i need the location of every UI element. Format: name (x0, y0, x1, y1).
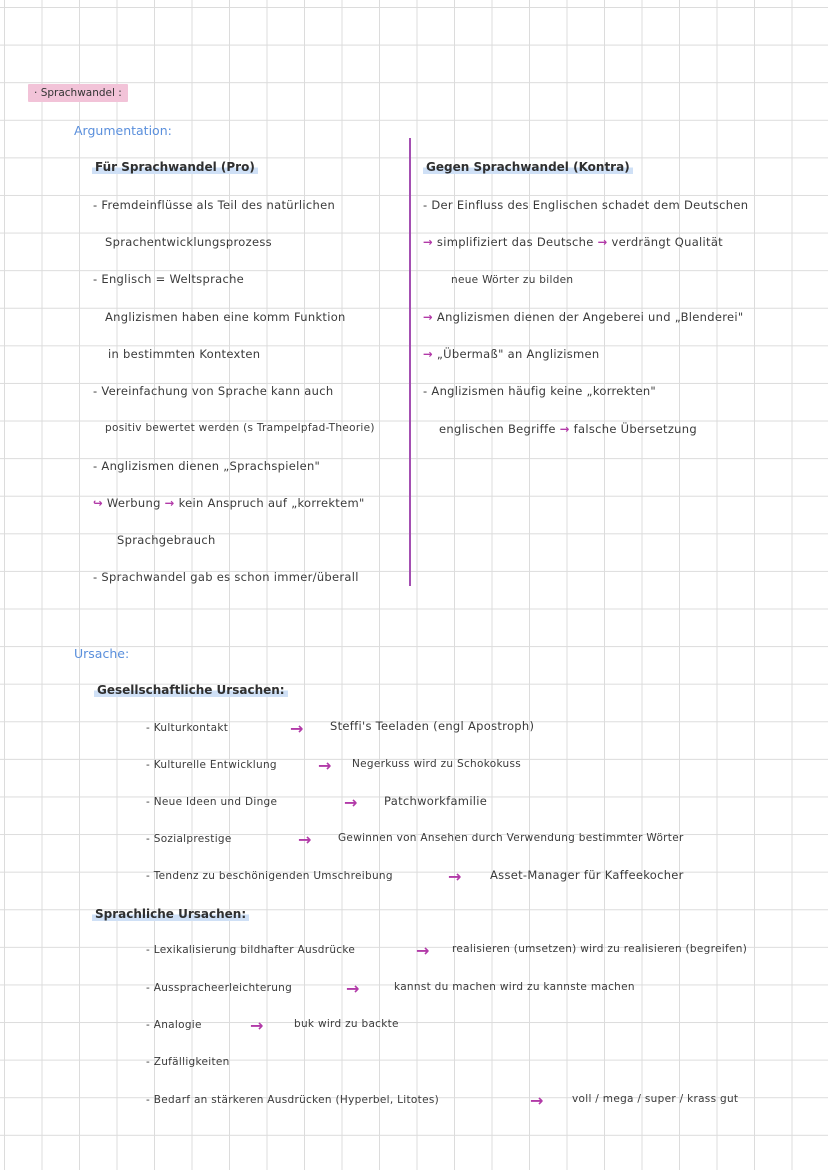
arrow-right-icon: → (250, 1016, 264, 1035)
contra-line: simplifiziert das Deutsche (436, 235, 594, 249)
pro-line: - Englisch = Weltsprache (93, 272, 245, 286)
contra-line: englischen Begriffe (439, 422, 556, 436)
contra-heading: Gegen Sprachwandel (Kontra) (423, 160, 633, 174)
cause-text: - Lexikalisierung bildhafter Ausdrücke (146, 944, 356, 956)
arrow-right-icon: → (346, 979, 360, 998)
cause-text: - Bedarf an stärkeren Ausdrücken (Hyperbel, Litotes) (146, 1094, 440, 1106)
contra-line-uebermass (423, 347, 599, 361)
pro-line: in bestimmten Kontexten (108, 347, 261, 361)
contra-line: verdrängt Qualität (611, 235, 723, 249)
pro-line: Werbung (106, 496, 161, 510)
arrow-right-icon: → (423, 310, 433, 324)
pro-werbung-line (93, 496, 365, 510)
arrow-right-icon: → (416, 941, 430, 960)
arrow-right-icon: → (559, 422, 570, 436)
contra-line: - Anglizismen häufig keine „korrekten" (423, 384, 656, 398)
arrow-right-icon: → (423, 235, 433, 249)
example-text: Gewinnen von Ansehen durch Verwendung bestimmter Wörter (338, 832, 684, 844)
pro-line: kein Anspruch auf „korrektem" (178, 496, 365, 510)
example-text: buk wird zu backte (294, 1018, 399, 1030)
example-text: Negerkuss wird zu Schokokuss (352, 758, 521, 770)
arrow-right-icon: → (164, 496, 175, 510)
pro-line: - Sprachwandel gab es schon immer/überall (93, 570, 359, 584)
contra-line: falsche Übersetzung (573, 422, 697, 436)
contra-line-simplifiziert (423, 235, 723, 249)
example-text: Patchworkfamilie (384, 794, 488, 808)
example-text: Steffi's Teeladen (engl Apostroph) (330, 719, 535, 733)
sprachliche-ursachen-heading: Sprachliche Ursachen: (92, 907, 249, 921)
contra-line: neue Wörter zu bilden (451, 274, 574, 286)
contra-line-uebersetzung (439, 422, 697, 436)
page-title-text: Sprachwandel (40, 87, 115, 99)
example-text: voll / mega / super / krass gut (572, 1093, 739, 1105)
contra-line: - Der Einfluss des Englischen schadet dem Deutschen (423, 198, 749, 212)
arrow-right-icon: → (344, 793, 358, 812)
pro-line: positiv bewertet werden (s Trampelpfad-Theorie) (105, 422, 375, 434)
pro-line: Sprachentwicklungsprozess (105, 235, 272, 249)
pro-line: Sprachgebrauch (117, 533, 216, 547)
cause-text: - Kulturelle Entwicklung (146, 759, 277, 771)
pro-heading: Für Sprachwandel (Pro) (92, 160, 258, 174)
pro-line: - Fremdeinflüsse als Teil des natürlichen (93, 198, 336, 212)
cause-text: - Tendenz zu beschönigenden Umschreibung (146, 870, 393, 882)
pro-line: - Vereinfachung von Sprache kann auch (93, 384, 334, 398)
arrow-right-icon: → (423, 347, 433, 361)
arrow-right-icon: → (318, 756, 332, 775)
arrow-right-icon: → (298, 830, 312, 849)
arrow-right-icon: → (448, 867, 462, 886)
example-text: kannst du machen wird zu kannste machen (394, 981, 635, 993)
gesellschaftliche-ursachen-heading: Gesellschaftliche Ursachen: (94, 683, 288, 697)
pro-line: Anglizismen haben eine komm Funktion (105, 310, 346, 324)
arrow-right-icon: → (530, 1091, 544, 1110)
cause-text: - Sozialprestige (146, 833, 232, 845)
cause-text: - Neue Ideen und Dinge (146, 796, 278, 808)
page-title: · Sprachwandel : (28, 84, 128, 102)
contra-line-angeberei (423, 310, 743, 324)
cause-text: - Kulturkontakt (146, 722, 229, 734)
example-text: Asset-Manager für Kaffeekocher (490, 868, 684, 882)
example-text: realisieren (umsetzen) wird zu realisieren (begreifen) (452, 943, 748, 955)
arrow-right-icon: → (597, 235, 608, 249)
contra-line: „Übermaß" an Anglizismen (436, 347, 600, 361)
hook-arrow-icon: ↪ (93, 496, 103, 510)
ursache-heading: Ursache: (74, 646, 130, 661)
cause-text: - Zufälligkeiten (146, 1056, 230, 1068)
arrow-right-icon: → (290, 719, 304, 738)
argumentation-heading: Argumentation: (74, 123, 172, 138)
pro-line: - Anglizismen dienen „Sprachspielen" (93, 459, 321, 473)
cause-text: - Analogie (146, 1019, 202, 1031)
cause-text: - Ausspracheerleichterung (146, 982, 293, 994)
column-divider (409, 138, 411, 586)
contra-line: Anglizismen dienen der Angeberei und „Blenderei" (436, 310, 744, 324)
